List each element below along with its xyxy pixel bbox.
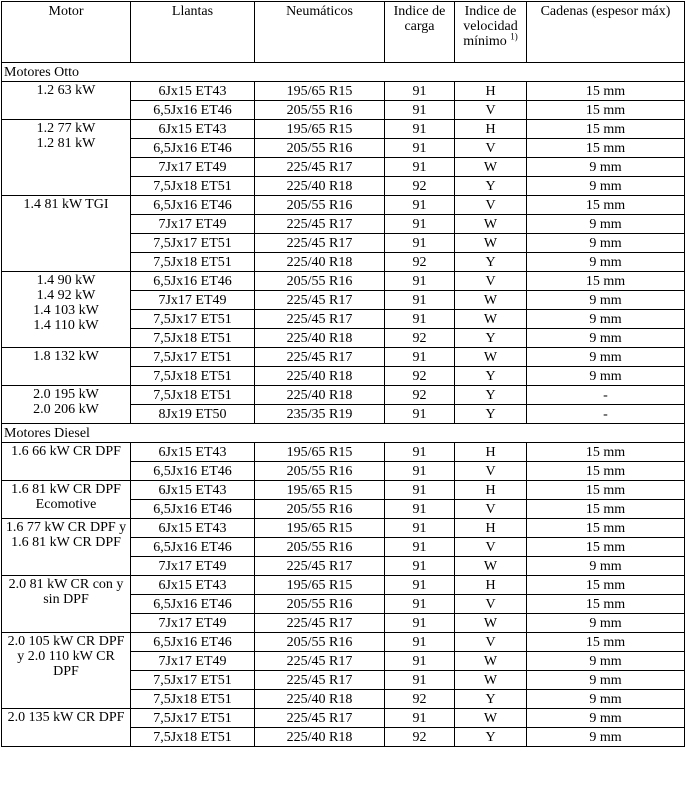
motor-cell xyxy=(2,386,131,424)
motor-line: 1.4 103 kW xyxy=(33,303,99,318)
neumaticos-cell: 205/55 R16 xyxy=(255,500,385,519)
neumaticos-cell: 225/45 R17 xyxy=(255,671,385,690)
neumaticos-cell: 205/55 R16 xyxy=(255,462,385,481)
velocidad-cell: Y xyxy=(455,253,527,272)
velocidad-cell: V xyxy=(455,139,527,158)
table-row xyxy=(2,272,685,291)
neumaticos-cell: 195/65 R15 xyxy=(255,82,385,101)
cadenas-cell: 9 mm xyxy=(527,690,685,709)
cadenas-cell: 15 mm xyxy=(527,519,685,538)
neumaticos-cell: 225/45 R17 xyxy=(255,234,385,253)
motor-cell xyxy=(2,120,131,196)
llantas-cell: 6Jx15 ET43 xyxy=(131,481,255,500)
neumaticos-cell: 225/45 R17 xyxy=(255,215,385,234)
cadenas-cell: 9 mm xyxy=(527,652,685,671)
carga-cell: 91 xyxy=(385,443,455,462)
neumaticos-cell: 195/65 R15 xyxy=(255,519,385,538)
carga-cell: 91 xyxy=(385,405,455,424)
llantas-cell: 8Jx19 ET50 xyxy=(131,405,255,424)
carga-cell: 91 xyxy=(385,462,455,481)
carga-cell: 91 xyxy=(385,633,455,652)
velocidad-cell: V xyxy=(455,272,527,291)
motor-cell xyxy=(2,272,131,348)
table-body xyxy=(2,63,685,747)
llantas-cell: 7Jx17 ET49 xyxy=(131,215,255,234)
velocidad-cell: H xyxy=(455,82,527,101)
carga-cell: 91 xyxy=(385,538,455,557)
motor-line: 1.6 81 kW CR DPF Ecomotive xyxy=(11,482,121,512)
velocidad-cell: V xyxy=(455,196,527,215)
carga-cell: 91 xyxy=(385,709,455,728)
velocidad-cell: H xyxy=(455,576,527,595)
llantas-cell: 6,5Jx16 ET46 xyxy=(131,196,255,215)
neumaticos-cell: 205/55 R16 xyxy=(255,595,385,614)
velocidad-cell: V xyxy=(455,101,527,120)
neumaticos-cell: 195/65 R15 xyxy=(255,481,385,500)
carga-cell: 91 xyxy=(385,348,455,367)
cadenas-cell: - xyxy=(527,386,685,405)
motor-line: 1.4 92 kW xyxy=(36,288,96,303)
table-row xyxy=(2,481,685,500)
llantas-cell: 7Jx17 ET49 xyxy=(131,291,255,310)
motor-line: 1.6 77 kW CR DPF y 1.6 81 kW CR DPF xyxy=(5,520,127,550)
header-motor: Motor xyxy=(2,2,131,63)
motor-line: 1.2 77 kW xyxy=(36,121,96,136)
header-indice-carga: Indice de carga xyxy=(385,2,455,63)
carga-cell: 91 xyxy=(385,158,455,177)
motor-line: 2.0 105 kW CR DPF y 2.0 110 kW CR DPF xyxy=(7,634,125,679)
header-indice-velocidad-label: Indice de velocidad mínimo xyxy=(463,4,518,49)
carga-cell: 92 xyxy=(385,728,455,747)
cadenas-cell: 15 mm xyxy=(527,633,685,652)
neumaticos-cell: 225/45 R17 xyxy=(255,348,385,367)
motor-cell xyxy=(2,519,131,576)
neumaticos-cell: 205/55 R16 xyxy=(255,538,385,557)
wheel-tire-chain-table xyxy=(1,1,685,747)
carga-cell: 91 xyxy=(385,272,455,291)
cadenas-cell: 9 mm xyxy=(527,158,685,177)
neumaticos-cell: 225/40 R18 xyxy=(255,177,385,196)
table-row xyxy=(2,82,685,101)
table-row xyxy=(2,709,685,728)
carga-cell: 91 xyxy=(385,500,455,519)
carga-cell: 91 xyxy=(385,595,455,614)
header-cadenas: Cadenas (espesor máx) xyxy=(527,2,685,63)
motor-line: 2.0 206 kW xyxy=(33,402,99,417)
llantas-cell: 6Jx15 ET43 xyxy=(131,120,255,139)
table-row xyxy=(2,120,685,139)
llantas-cell: 6,5Jx16 ET46 xyxy=(131,633,255,652)
cadenas-cell: 15 mm xyxy=(527,101,685,120)
cadenas-cell: 9 mm xyxy=(527,215,685,234)
cadenas-cell: 15 mm xyxy=(527,139,685,158)
cadenas-cell: 15 mm xyxy=(527,462,685,481)
neumaticos-cell: 205/55 R16 xyxy=(255,633,385,652)
motor-line: 1.6 66 kW CR DPF xyxy=(11,444,121,459)
carga-cell: 92 xyxy=(385,177,455,196)
neumaticos-cell: 205/55 R16 xyxy=(255,196,385,215)
velocidad-cell: W xyxy=(455,158,527,177)
llantas-cell: 7,5Jx18 ET51 xyxy=(131,329,255,348)
motor-cell xyxy=(2,633,131,709)
velocidad-cell: H xyxy=(455,519,527,538)
carga-cell: 92 xyxy=(385,386,455,405)
llantas-cell: 6,5Jx16 ET46 xyxy=(131,272,255,291)
table-header xyxy=(2,2,685,63)
velocidad-cell: W xyxy=(455,310,527,329)
cadenas-cell: 15 mm xyxy=(527,595,685,614)
cadenas-cell: 9 mm xyxy=(527,728,685,747)
velocidad-cell: W xyxy=(455,348,527,367)
llantas-cell: 6Jx15 ET43 xyxy=(131,443,255,462)
neumaticos-cell: 225/45 R17 xyxy=(255,291,385,310)
velocidad-cell: W xyxy=(455,215,527,234)
motor-cell xyxy=(2,481,131,519)
cadenas-cell: 9 mm xyxy=(527,709,685,728)
llantas-cell: 6Jx15 ET43 xyxy=(131,519,255,538)
cadenas-cell: 9 mm xyxy=(527,253,685,272)
motor-line: 1.2 63 kW xyxy=(36,83,96,98)
velocidad-cell: W xyxy=(455,291,527,310)
motor-line: 1.4 81 kW TGI xyxy=(23,197,109,212)
cadenas-cell: 9 mm xyxy=(527,329,685,348)
neumaticos-cell: 195/65 R15 xyxy=(255,120,385,139)
cadenas-cell: 15 mm xyxy=(527,196,685,215)
neumaticos-cell: 205/55 R16 xyxy=(255,101,385,120)
velocidad-cell: W xyxy=(455,671,527,690)
velocidad-cell: V xyxy=(455,595,527,614)
neumaticos-cell: 225/45 R17 xyxy=(255,557,385,576)
carga-cell: 91 xyxy=(385,234,455,253)
llantas-cell: 7,5Jx17 ET51 xyxy=(131,709,255,728)
motor-cell xyxy=(2,709,131,747)
motor-line: 1.4 110 kW xyxy=(33,318,99,333)
motor-cell xyxy=(2,443,131,481)
velocidad-cell: V xyxy=(455,462,527,481)
velocidad-cell: H xyxy=(455,481,527,500)
section-row xyxy=(2,424,685,443)
cadenas-cell: 9 mm xyxy=(527,177,685,196)
velocidad-cell: Y xyxy=(455,386,527,405)
section-title: Motores Otto xyxy=(2,63,685,82)
motor-cell xyxy=(2,196,131,272)
table-row xyxy=(2,348,685,367)
llantas-cell: 7,5Jx18 ET51 xyxy=(131,177,255,196)
llantas-cell: 6,5Jx16 ET46 xyxy=(131,139,255,158)
velocidad-cell: Y xyxy=(455,177,527,196)
llantas-cell: 6,5Jx16 ET46 xyxy=(131,595,255,614)
velocidad-cell: W xyxy=(455,614,527,633)
carga-cell: 91 xyxy=(385,196,455,215)
neumaticos-cell: 225/45 R17 xyxy=(255,614,385,633)
llantas-cell: 7,5Jx18 ET51 xyxy=(131,690,255,709)
carga-cell: 91 xyxy=(385,671,455,690)
motor-cell xyxy=(2,348,131,386)
llantas-cell: 7,5Jx18 ET51 xyxy=(131,728,255,747)
cadenas-cell: 15 mm xyxy=(527,481,685,500)
motor-line: 2.0 81 kW CR con y sin DPF xyxy=(8,577,124,607)
table-row xyxy=(2,519,685,538)
table-row xyxy=(2,386,685,405)
velocidad-cell: Y xyxy=(455,728,527,747)
motor-cell xyxy=(2,576,131,633)
llantas-cell: 7,5Jx17 ET51 xyxy=(131,234,255,253)
carga-cell: 91 xyxy=(385,481,455,500)
velocidad-cell: Y xyxy=(455,367,527,386)
neumaticos-cell: 195/65 R15 xyxy=(255,443,385,462)
llantas-cell: 7Jx17 ET49 xyxy=(131,614,255,633)
neumaticos-cell: 225/40 R18 xyxy=(255,329,385,348)
cadenas-cell: 15 mm xyxy=(527,272,685,291)
carga-cell: 91 xyxy=(385,614,455,633)
motor-line: 1.8 132 kW xyxy=(33,349,99,364)
neumaticos-cell: 225/45 R17 xyxy=(255,709,385,728)
section-title: Motores Diesel xyxy=(2,424,685,443)
llantas-cell: 7,5Jx18 ET51 xyxy=(131,367,255,386)
carga-cell: 91 xyxy=(385,82,455,101)
neumaticos-cell: 225/45 R17 xyxy=(255,310,385,329)
motor-line: 2.0 135 kW CR DPF xyxy=(7,710,125,725)
cadenas-cell: 15 mm xyxy=(527,443,685,462)
carga-cell: 91 xyxy=(385,139,455,158)
carga-cell: 92 xyxy=(385,329,455,348)
neumaticos-cell: 205/55 R16 xyxy=(255,272,385,291)
cadenas-cell: 9 mm xyxy=(527,234,685,253)
velocidad-cell: Y xyxy=(455,329,527,348)
carga-cell: 91 xyxy=(385,310,455,329)
cadenas-cell: 9 mm xyxy=(527,557,685,576)
cadenas-cell: 15 mm xyxy=(527,538,685,557)
llantas-cell: 7,5Jx18 ET51 xyxy=(131,386,255,405)
table-row xyxy=(2,196,685,215)
llantas-cell: 6,5Jx16 ET46 xyxy=(131,538,255,557)
motor-cell xyxy=(2,82,131,120)
llantas-cell: 6,5Jx16 ET46 xyxy=(131,500,255,519)
llantas-cell: 7,5Jx17 ET51 xyxy=(131,348,255,367)
llantas-cell: 6,5Jx16 ET46 xyxy=(131,462,255,481)
neumaticos-cell: 225/40 R18 xyxy=(255,386,385,405)
cadenas-cell: 9 mm xyxy=(527,671,685,690)
llantas-cell: 7,5Jx18 ET51 xyxy=(131,253,255,272)
velocidad-cell: Y xyxy=(455,405,527,424)
header-llantas: Llantas xyxy=(131,2,255,63)
carga-cell: 92 xyxy=(385,367,455,386)
velocidad-cell: W xyxy=(455,234,527,253)
llantas-cell: 6,5Jx16 ET46 xyxy=(131,101,255,120)
footnote-marker: 1) xyxy=(510,31,518,42)
carga-cell: 92 xyxy=(385,253,455,272)
header-indice-velocidad xyxy=(455,2,527,63)
cadenas-cell: - xyxy=(527,405,685,424)
llantas-cell: 7Jx17 ET49 xyxy=(131,557,255,576)
neumaticos-cell: 205/55 R16 xyxy=(255,139,385,158)
motor-line: 1.2 81 kW xyxy=(36,136,96,151)
cadenas-cell: 15 mm xyxy=(527,82,685,101)
velocidad-cell: W xyxy=(455,709,527,728)
velocidad-cell: W xyxy=(455,557,527,576)
motor-line: 1.4 90 kW xyxy=(36,273,96,288)
motor-line: 2.0 195 kW xyxy=(33,387,99,402)
neumaticos-cell: 195/65 R15 xyxy=(255,576,385,595)
neumaticos-cell: 225/40 R18 xyxy=(255,253,385,272)
velocidad-cell: V xyxy=(455,633,527,652)
llantas-cell: 6Jx15 ET43 xyxy=(131,82,255,101)
carga-cell: 91 xyxy=(385,576,455,595)
section-row xyxy=(2,63,685,82)
llantas-cell: 7,5Jx17 ET51 xyxy=(131,310,255,329)
neumaticos-cell: 235/35 R19 xyxy=(255,405,385,424)
header-row xyxy=(2,2,685,63)
llantas-cell: 7,5Jx17 ET51 xyxy=(131,671,255,690)
cadenas-cell: 15 mm xyxy=(527,120,685,139)
header-neumaticos: Neumáticos xyxy=(255,2,385,63)
carga-cell: 91 xyxy=(385,101,455,120)
velocidad-cell: W xyxy=(455,652,527,671)
carga-cell: 91 xyxy=(385,215,455,234)
carga-cell: 91 xyxy=(385,557,455,576)
table-row xyxy=(2,576,685,595)
carga-cell: 91 xyxy=(385,519,455,538)
velocidad-cell: H xyxy=(455,443,527,462)
table-row xyxy=(2,633,685,652)
llantas-cell: 7Jx17 ET49 xyxy=(131,652,255,671)
neumaticos-cell: 225/45 R17 xyxy=(255,652,385,671)
cadenas-cell: 15 mm xyxy=(527,576,685,595)
velocidad-cell: V xyxy=(455,500,527,519)
cadenas-cell: 9 mm xyxy=(527,367,685,386)
carga-cell: 91 xyxy=(385,291,455,310)
cadenas-cell: 15 mm xyxy=(527,500,685,519)
cadenas-cell: 9 mm xyxy=(527,348,685,367)
carga-cell: 91 xyxy=(385,652,455,671)
table-row xyxy=(2,443,685,462)
velocidad-cell: Y xyxy=(455,690,527,709)
cadenas-cell: 9 mm xyxy=(527,291,685,310)
carga-cell: 91 xyxy=(385,120,455,139)
carga-cell: 92 xyxy=(385,690,455,709)
neumaticos-cell: 225/40 R18 xyxy=(255,367,385,386)
cadenas-cell: 9 mm xyxy=(527,614,685,633)
cadenas-cell: 9 mm xyxy=(527,310,685,329)
neumaticos-cell: 225/40 R18 xyxy=(255,690,385,709)
llantas-cell: 6Jx15 ET43 xyxy=(131,576,255,595)
velocidad-cell: V xyxy=(455,538,527,557)
llantas-cell: 7Jx17 ET49 xyxy=(131,158,255,177)
neumaticos-cell: 225/40 R18 xyxy=(255,728,385,747)
velocidad-cell: H xyxy=(455,120,527,139)
neumaticos-cell: 225/45 R17 xyxy=(255,158,385,177)
